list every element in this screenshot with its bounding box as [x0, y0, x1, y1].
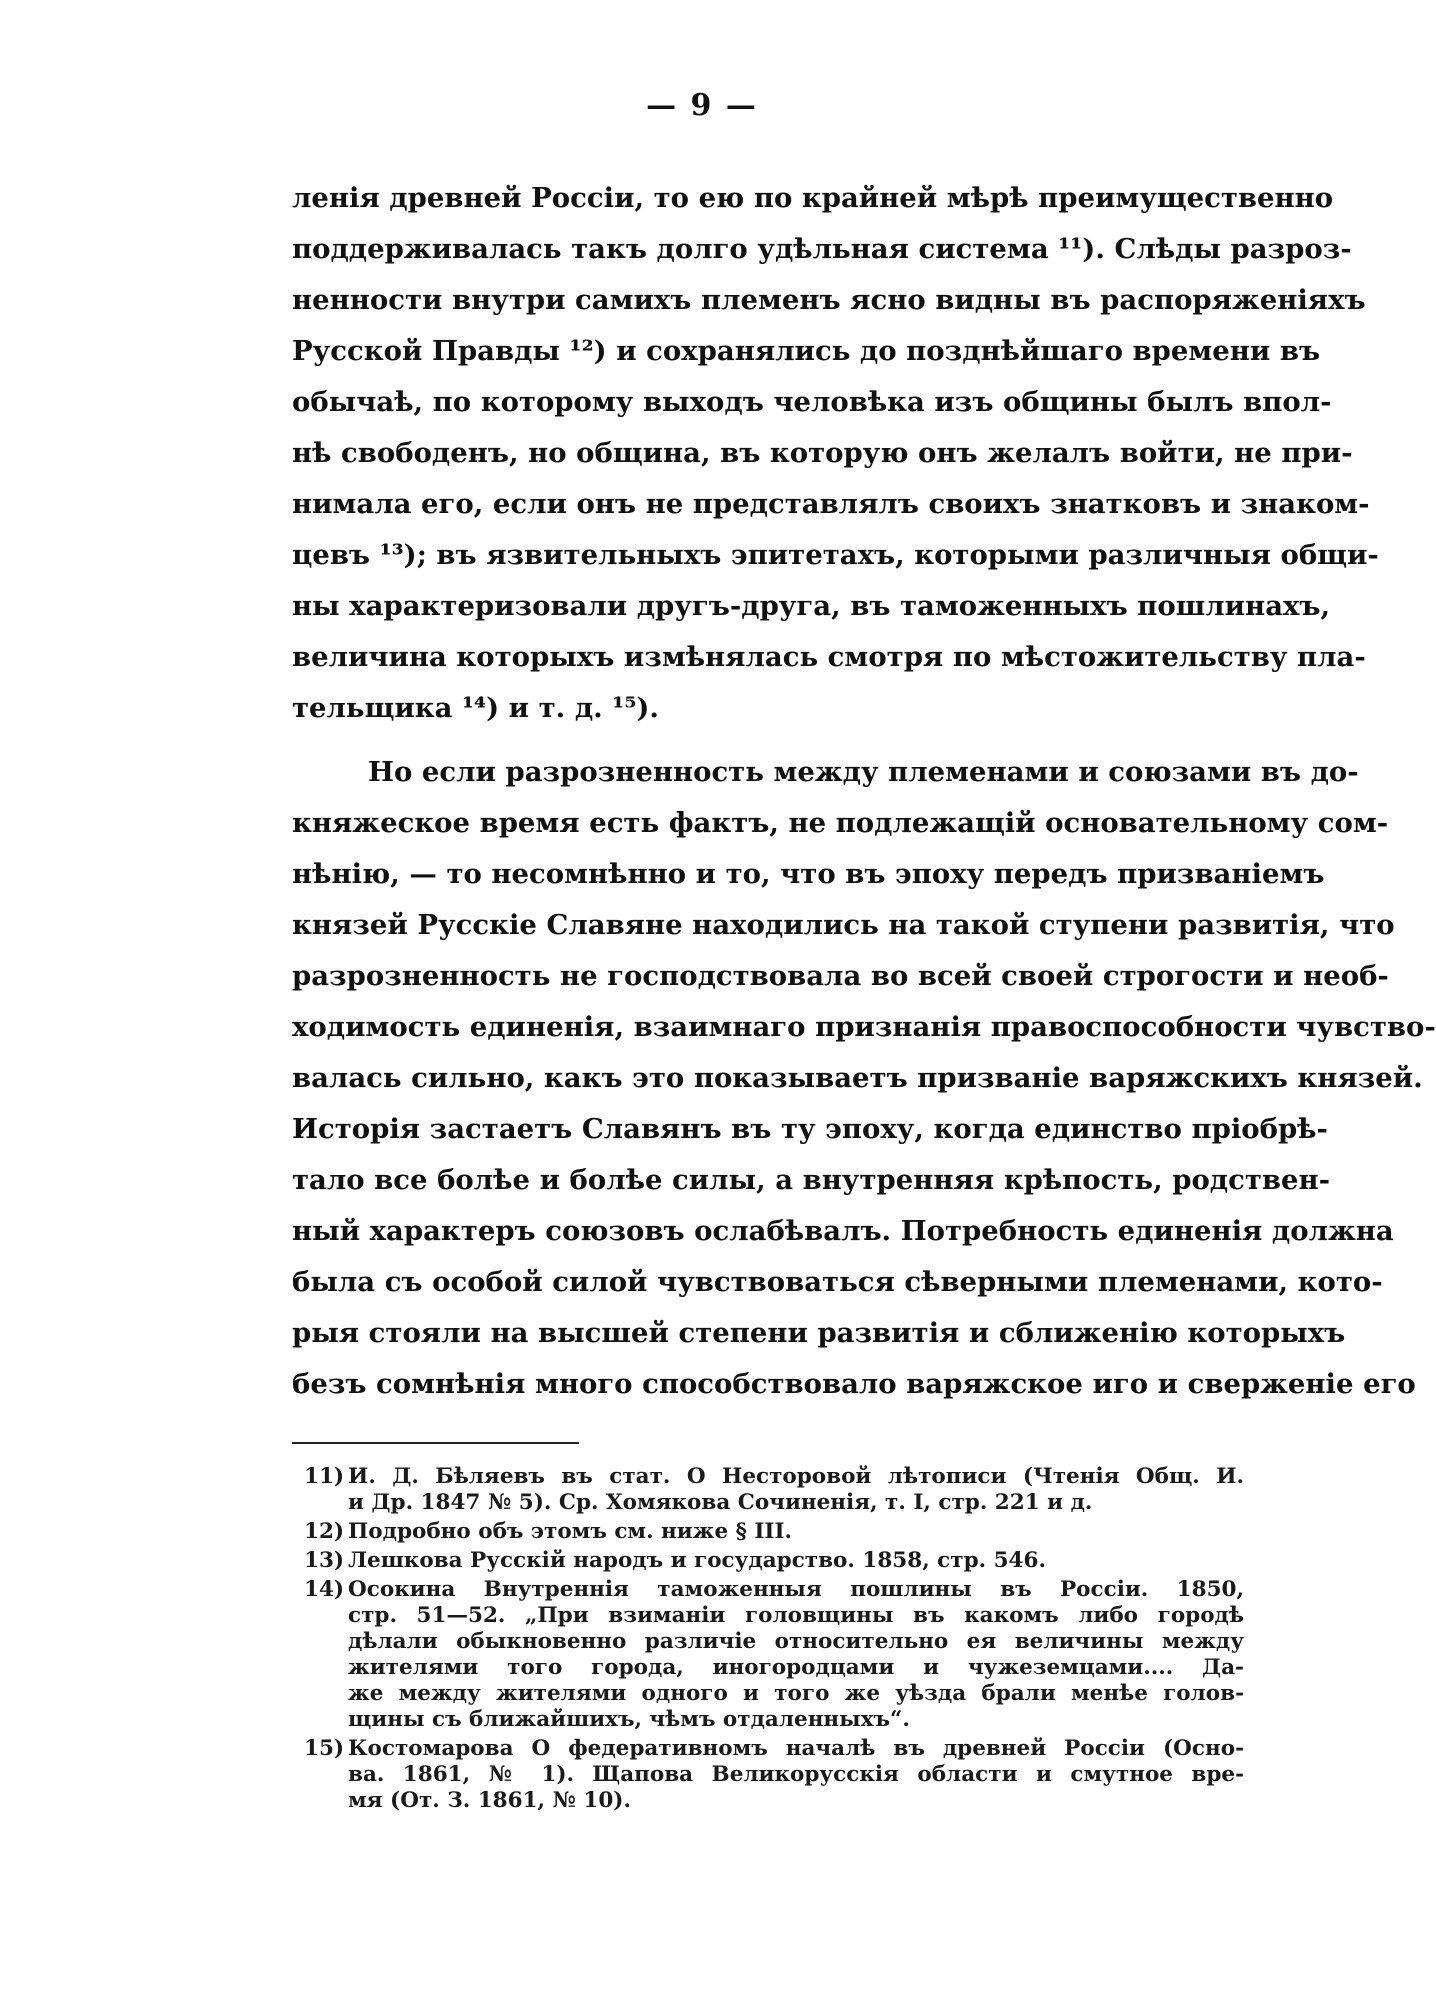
- text-line: цевъ ¹³); въ язвительныхъ эпитетахъ, которыми различныя общи-: [292, 539, 1379, 571]
- footnote-number: 15): [304, 1736, 345, 1761]
- footnote-line: мя (От. З. 1861, № 10).: [348, 1788, 631, 1813]
- footnote-15: [304, 1736, 1244, 1814]
- text-line: ненности внутри самихъ племенъ ясно видны въ распоряженіяхъ: [292, 284, 1366, 316]
- footnote-14: [304, 1577, 1244, 1733]
- text-line: величина которыхъ измѣнялась смотря по мѣстожительству пла-: [292, 641, 1366, 673]
- text-line: Но если разрозненность между племенами и союзами въ до-: [368, 756, 1359, 788]
- text-line: тельщика ¹⁴) и т. д. ¹⁵).: [292, 692, 659, 724]
- footnote-line: Подробно объ этомъ см. ниже § III.: [348, 1519, 792, 1544]
- paragraph-1: [292, 173, 1379, 734]
- text-line: Русской Правды ¹²) и сохранялись до позднѣйшаго времени въ: [292, 335, 1321, 367]
- footnote-11: [304, 1464, 1244, 1516]
- text-line: княжеское время есть фактъ, не подлежащій основательному сом-: [292, 807, 1389, 839]
- footnote-line: жителями того города, иногородцами и чужеземцами.... Да-: [348, 1655, 1244, 1680]
- footnote-line: Костомарова О федеративномъ началѣ въ древней Россіи (Осно-: [348, 1736, 1244, 1761]
- text-line: обычаѣ, по которому выходъ человѣка изъ общины былъ впол-: [292, 386, 1332, 418]
- text-line: была съ особой силой чувствоваться сѣверными племенами, кото-: [292, 1266, 1383, 1298]
- text-line: ходимость единенія, взаимнаго признанія правоспособности чувство-: [292, 1011, 1436, 1043]
- text-line: нѣнію, — то несомнѣнно и то, что въ эпоху передъ призваніемъ: [292, 858, 1325, 890]
- footnote-number: 14): [304, 1577, 345, 1602]
- text-line: безъ сомнѣнія много способствовало варяжское иго и сверженіе его: [292, 1368, 1416, 1400]
- footnote-line: и Др. 1847 № 5). Ср. Хомякова Сочиненія, т. I, стр. 221 и д.: [348, 1490, 1093, 1515]
- text-line: нѣ свободенъ, но община, въ которую онъ желалъ войти, не при-: [292, 437, 1353, 469]
- footnote-line: щины съ ближайшихъ, чѣмъ отдаленныхъ“.: [348, 1707, 910, 1732]
- footnotes: [304, 1464, 1244, 1817]
- text-line: ны характеризовали другъ-друга, въ таможенныхъ пошлинахъ,: [292, 590, 1331, 622]
- footnote-line: дѣлали обыкновенно различіе относительно ея величины между: [348, 1629, 1244, 1654]
- footnote-line: И. Д. Бѣляевъ въ стат. О Несторовой лѣтописи (Чтенія Общ. И.: [348, 1464, 1244, 1489]
- footnote-divider: [292, 1442, 579, 1444]
- text-line: нимала его, если онъ не представлялъ своихъ знатковъ и знаком-: [292, 488, 1370, 520]
- footnote-13: [304, 1548, 1244, 1574]
- text-line: валась сильно, какъ это показываетъ призваніе варяжскихъ князей.: [292, 1062, 1423, 1094]
- text-line: ленія древней Россіи, то ею по крайней мѣрѣ преимущественно: [292, 182, 1334, 214]
- footnote-line: стр. 51—52. „При взиманіи головщины въ какомъ либо городѣ: [348, 1603, 1244, 1628]
- footnote-number: 13): [304, 1548, 345, 1573]
- footnote-line: же между жителями одного и того же уѣзда брали менѣе голов-: [348, 1681, 1244, 1706]
- footnote-line: Лешкова Русскій народъ и государство. 1858, стр. 546.: [348, 1548, 1046, 1573]
- text-line: тало все болѣе и болѣе силы, а внутренняя крѣпость, родствен-: [292, 1164, 1331, 1196]
- text-line: рыя стояли на высшей степени развитія и сближенію которыхъ: [292, 1317, 1346, 1349]
- paragraph-2: [292, 747, 1436, 1410]
- text-line: разрозненность не господствовала во всей своей строгости и необ-: [292, 960, 1389, 992]
- text-line: князей Русскіе Славяне находились на такой ступени развитія, что: [292, 909, 1395, 941]
- footnote-number: 12): [304, 1519, 345, 1544]
- page-number: — 9 —: [646, 88, 758, 123]
- text-line: Исторія застаетъ Славянъ въ ту эпоху, когда единство пріобрѣ-: [292, 1113, 1328, 1145]
- text-line: поддерживалась такъ долго удѣльная система ¹¹). Слѣды разроз-: [292, 233, 1352, 265]
- footnote-12: [304, 1519, 1244, 1545]
- footnote-line: ва. 1861, № 1). Щапова Великорусскія области и смутное вре-: [348, 1762, 1244, 1787]
- text-line: ный характеръ союзовъ ослабѣвалъ. Потребность единенія должна: [292, 1215, 1394, 1247]
- footnote-line: Осокина Внутреннія таможенныя пошлины въ Россіи. 1850,: [348, 1577, 1244, 1602]
- footnote-number: 11): [304, 1464, 345, 1489]
